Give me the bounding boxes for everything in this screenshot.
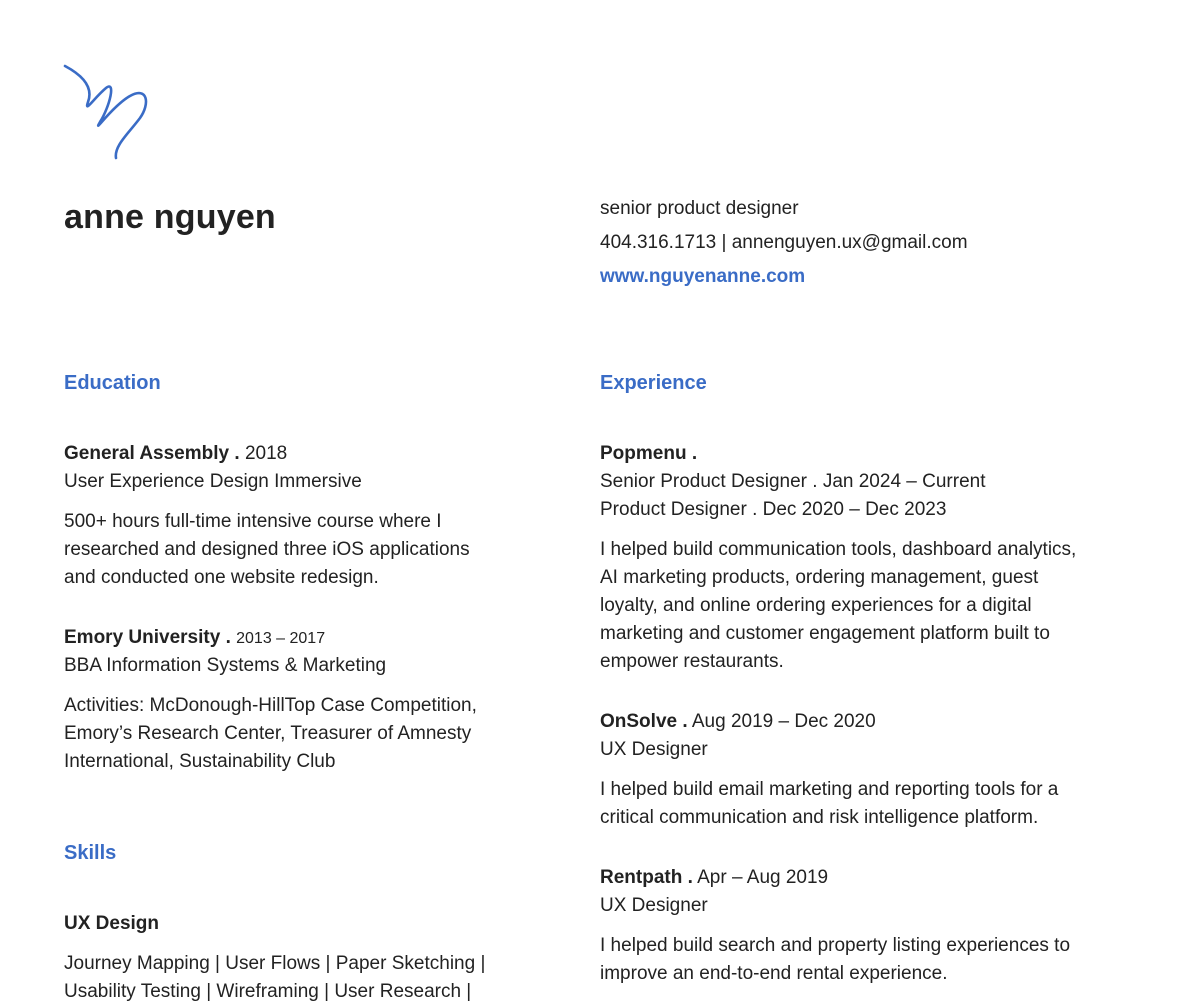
education-description — [64, 508, 470, 592]
company-name: Rentpath . — [600, 867, 693, 888]
company-name: OnSolve . — [600, 711, 688, 732]
experience-item-title — [600, 864, 828, 892]
employment-dates: Apr – Aug 2019 — [697, 867, 829, 888]
education-description — [64, 692, 477, 776]
description-line: I helped build email marketing and reporting tools for a — [600, 779, 1059, 800]
contact-info: 404.316.1713 | annenguyen.ux@gmail.com — [600, 232, 968, 253]
description-line: Emory’s Research Center, Treasurer of Amnesty — [64, 723, 472, 744]
role-line: Senior Product Designer . Jan 2024 – Current — [600, 471, 986, 492]
experience-heading: Experience — [600, 372, 707, 394]
skill-line: Usability Testing | Wireframing | User Research | — [64, 981, 472, 1001]
description-line: I helped build search and property listing experiences to — [600, 935, 1071, 956]
description-line: loyalty, and online ordering experiences for a digital — [600, 595, 1032, 616]
school-year: 2013 – 2017 — [236, 630, 326, 647]
description-line: I helped build communication tools, dashboard analytics, — [600, 539, 1077, 560]
program-name: BBA Information Systems & Marketing — [64, 655, 387, 676]
experience-item-title — [600, 708, 876, 736]
role-line: UX Designer — [600, 895, 708, 916]
company-name: Popmenu . — [600, 443, 698, 464]
website-link[interactable]: www.nguyenanne.com — [600, 266, 806, 287]
role-line: Product Designer . Dec 2020 – Dec 2023 — [600, 499, 947, 520]
skill-list — [64, 950, 485, 1001]
skill-line: Journey Mapping | User Flows | Paper Sketching | — [64, 953, 486, 974]
logo-monogram-icon — [58, 62, 154, 166]
description-line: researched and designed three iOS applications — [64, 539, 470, 560]
employment-dates: Aug 2019 – Dec 2020 — [691, 711, 876, 732]
description-line: Activities: McDonough-HillTop Case Competition, — [64, 695, 477, 716]
program-name: User Experience Design Immersive — [64, 471, 362, 492]
skill-group-title: UX Design — [64, 913, 160, 934]
role-line: UX Designer — [600, 739, 708, 760]
job-title: senior product designer — [600, 198, 799, 219]
skills-heading: Skills — [64, 842, 117, 864]
candidate-name: anne nguyen — [64, 198, 276, 236]
description-line: 500+ hours full-time intensive course where I — [64, 511, 442, 532]
description-line: critical communication and risk intelligence platform. — [600, 807, 1039, 828]
school-name: Emory University . — [64, 627, 231, 648]
experience-description — [600, 776, 1058, 832]
description-line: AI marketing products, ordering management, guest — [600, 567, 1039, 588]
experience-item-title — [600, 440, 697, 468]
description-line: marketing and customer engagement platform built to — [600, 623, 1050, 644]
school-name: General Assembly . — [64, 443, 240, 464]
description-line: improve an end-to-end rental experience. — [600, 963, 948, 984]
description-line: empower restaurants. — [600, 651, 784, 672]
education-item-title — [64, 440, 287, 468]
education-heading: Education — [64, 372, 161, 394]
experience-description — [600, 932, 1070, 988]
education-item-title — [64, 624, 325, 653]
school-year: 2018 — [244, 443, 288, 464]
experience-description — [600, 536, 1076, 676]
description-line: and conducted one website redesign. — [64, 567, 379, 588]
description-line: International, Sustainability Club — [64, 751, 336, 772]
